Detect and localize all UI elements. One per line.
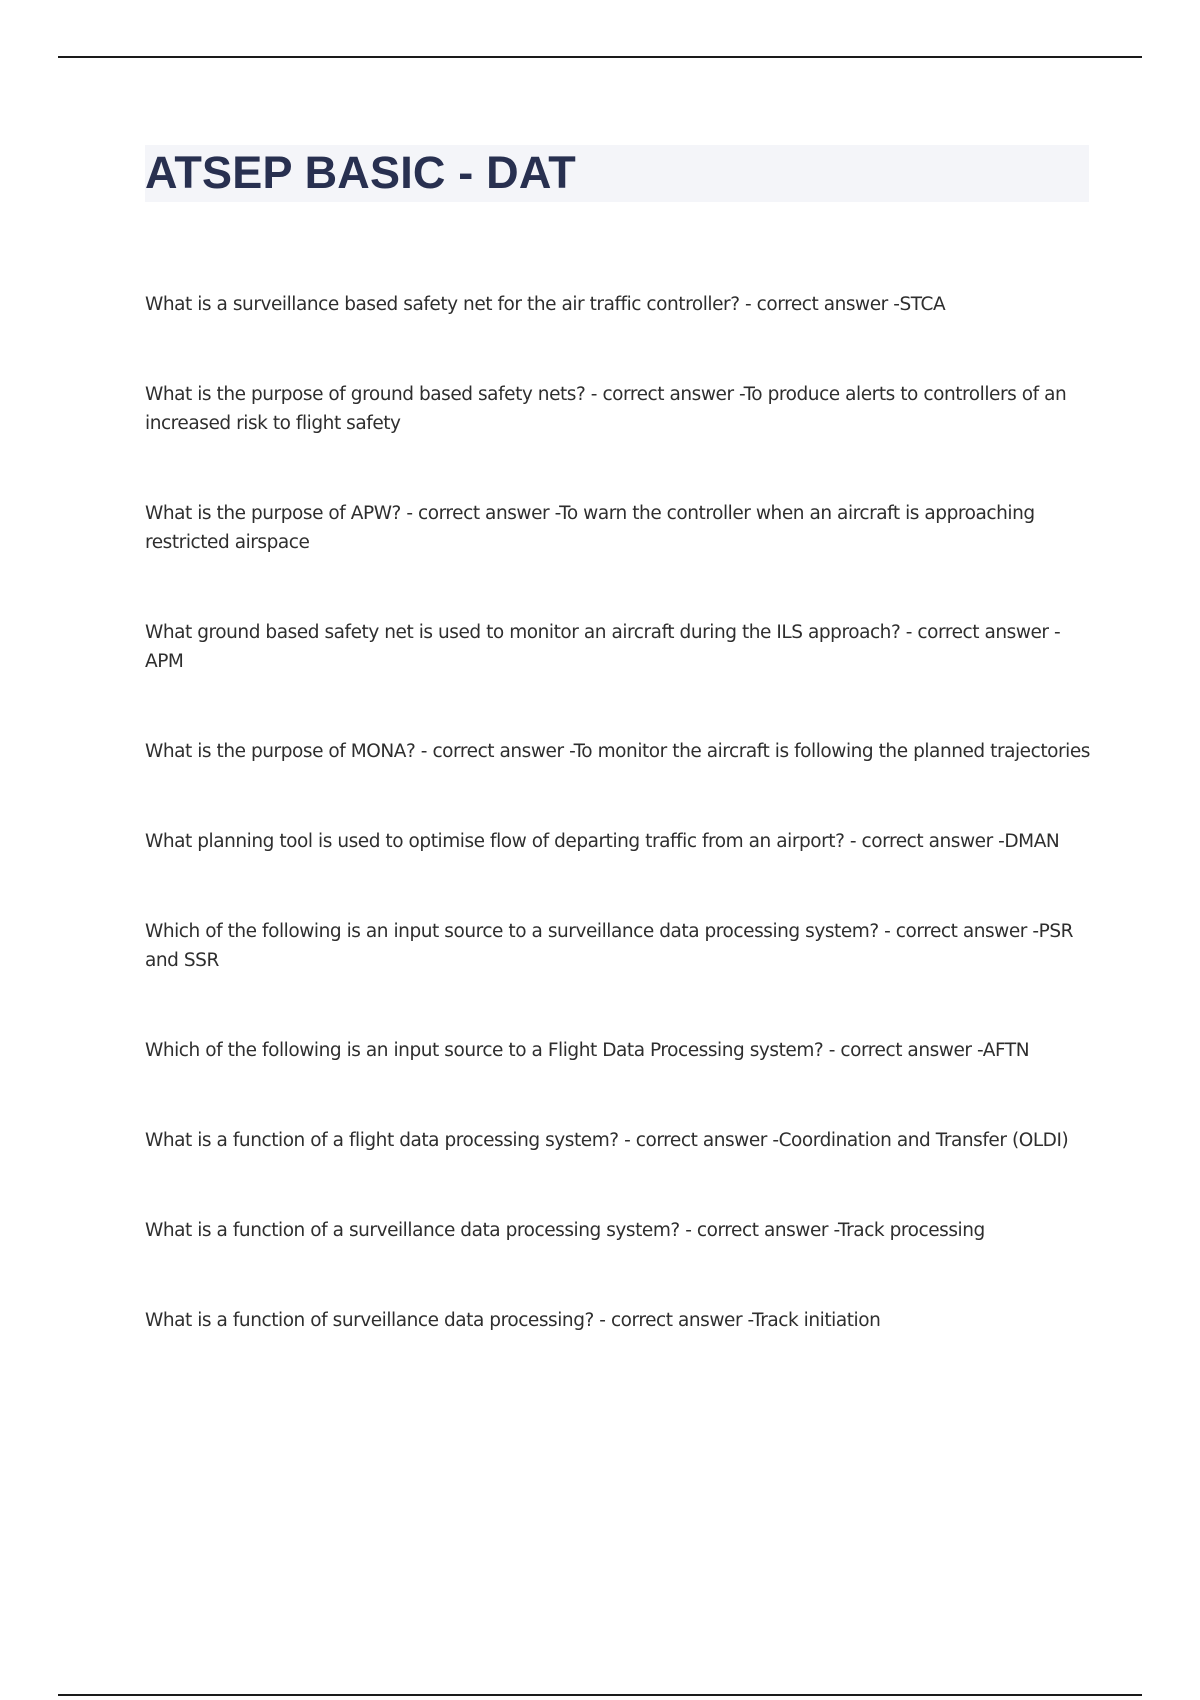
qa-item: Which of the following is an input source to a surveillance data processing system? - correct answer -PSR and SSR	[145, 921, 1074, 971]
qa-item: What is a function of surveillance data processing? - correct answer -Track initiation	[145, 1310, 881, 1331]
qa-item: Which of the following is an input source to a Flight Data Processing system? - correct answer -AFTN	[145, 1040, 1030, 1061]
qa-item: What is the purpose of ground based safety nets? - correct answer -To produce alerts to controllers of an increased risk to flight safety	[145, 384, 1067, 434]
qa-item: What is the purpose of APW? - correct answer -To warn the controller when an aircraft is approaching restricted airspace	[145, 503, 1035, 553]
qa-item: What is a function of a surveillance data processing system? - correct answer -Track processing	[145, 1220, 985, 1241]
qa-list	[145, 290, 1095, 1335]
qa-item: What ground based safety net is used to monitor an aircraft during the ILS approach? - correct answer -APM	[145, 622, 1061, 672]
document-title: ATSEP BASIC - DAT	[145, 147, 576, 198]
bottom-rule	[58, 1694, 1142, 1696]
qa-item: What planning tool is used to optimise flow of departing traffic from an airport? - correct answer -DMAN	[145, 831, 1060, 852]
qa-item: What is a surveillance based safety net for the air traffic controller? - correct answer -STCA	[145, 294, 946, 315]
qa-item: What is a function of a flight data processing system? - correct answer -Coordination and Transfer (OLDI)	[145, 1130, 1069, 1151]
top-rule	[58, 56, 1142, 58]
qa-item: What is the purpose of MONA? - correct answer -To monitor the aircraft is following the planned trajectories	[145, 741, 1090, 762]
